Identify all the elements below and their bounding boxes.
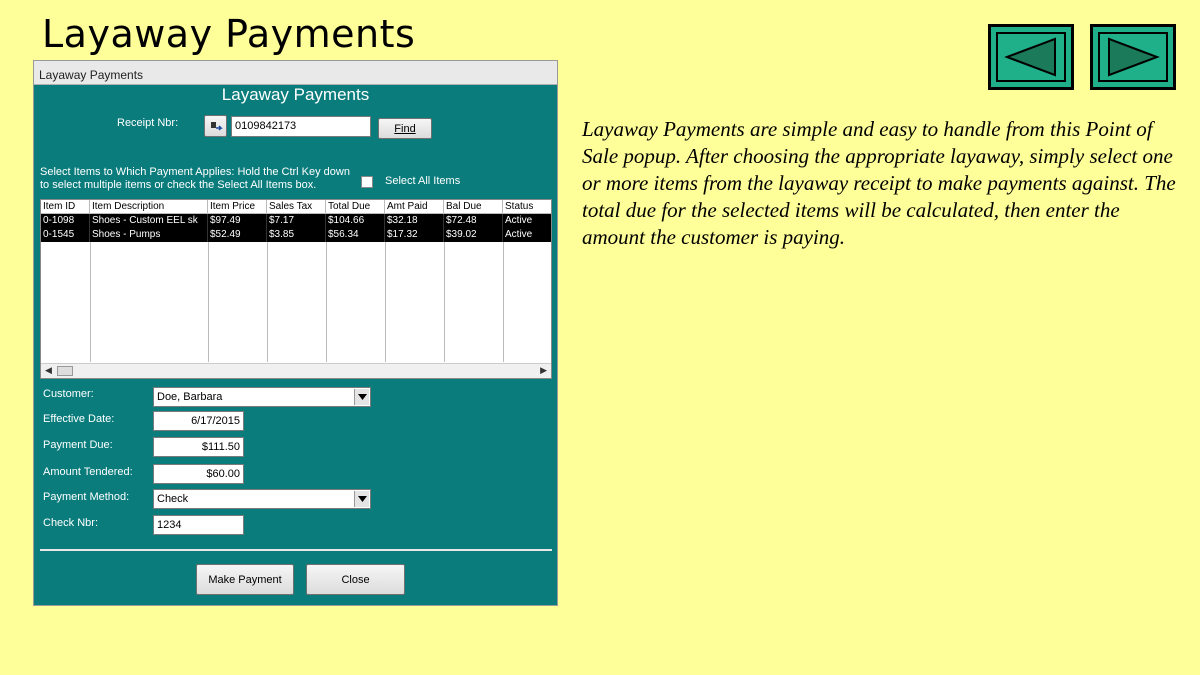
previous-slide-button[interactable] bbox=[988, 24, 1074, 90]
receipt-nbr-label: Receipt Nbr: bbox=[117, 117, 179, 129]
table-cell: $7.17 bbox=[267, 214, 326, 228]
table-cell: $17.32 bbox=[385, 228, 444, 242]
table-header bbox=[41, 200, 551, 214]
column-divider bbox=[326, 242, 327, 362]
customer-select[interactable] bbox=[153, 387, 371, 407]
chevron-down-icon[interactable] bbox=[354, 389, 369, 405]
table-row[interactable] bbox=[41, 214, 551, 228]
horizontal-scrollbar[interactable] bbox=[41, 363, 551, 378]
column-divider bbox=[503, 242, 504, 362]
customer-value: Doe, Barbara bbox=[157, 391, 223, 403]
payment-due-field: $111.50 bbox=[153, 437, 244, 457]
column-divider bbox=[385, 242, 386, 362]
slide-description: Layaway Payments are simple and easy to handle from this Point of Sale popup. After choosing the appropriate layaway, simply select one or more items from the layaway receipt to make payments against. The total due for the selected items will be calculated, then enter the amount the customer is paying. bbox=[582, 117, 1176, 249]
close-button[interactable]: Close bbox=[306, 564, 405, 595]
amount-tendered-input[interactable]: $60.00 bbox=[153, 464, 244, 484]
slide-title: Layaway Payments bbox=[42, 12, 416, 56]
table-cell: 0-1545 bbox=[41, 228, 90, 242]
table-cell: $104.66 bbox=[326, 214, 385, 228]
column-header[interactable]: Amt Paid bbox=[385, 200, 444, 213]
layaway-payments-dialog bbox=[33, 60, 558, 606]
table-cell: $52.49 bbox=[208, 228, 267, 242]
payment-method-value: Check bbox=[157, 493, 189, 505]
column-header[interactable]: Status bbox=[505, 201, 534, 212]
payment-due-label: Payment Due: bbox=[43, 439, 113, 451]
select-all-checkbox[interactable] bbox=[361, 176, 373, 188]
table-cell: $97.49 bbox=[208, 214, 267, 228]
triangle-right-icon bbox=[1098, 32, 1168, 82]
payment-method-label: Payment Method: bbox=[43, 491, 130, 503]
chevron-down-icon[interactable] bbox=[354, 491, 369, 507]
check-nbr-label: Check Nbr: bbox=[43, 517, 99, 529]
amount-tendered-label: Amount Tendered: bbox=[43, 466, 133, 478]
table-cell: $39.02 bbox=[444, 228, 503, 242]
column-divider bbox=[90, 242, 91, 362]
column-header[interactable]: Item Price bbox=[208, 200, 267, 213]
instructions-line-2: to select multiple items or check the Select All Items box. bbox=[40, 179, 317, 191]
table-cell: Active bbox=[505, 215, 533, 226]
table-cell: 0-1098 bbox=[41, 214, 90, 228]
triangle-left-icon bbox=[996, 32, 1066, 82]
divider bbox=[40, 549, 552, 551]
select-all-label: Select All Items bbox=[385, 175, 461, 187]
column-header[interactable]: Sales Tax bbox=[267, 200, 326, 213]
find-button[interactable]: Find bbox=[378, 118, 432, 139]
next-slide-button[interactable] bbox=[1090, 24, 1176, 90]
table-cell: Shoes - Custom EEL sk bbox=[90, 214, 208, 228]
table-cell: $72.48 bbox=[444, 214, 503, 228]
receipt-nbr-input[interactable]: 0109842173 bbox=[231, 116, 371, 137]
effective-date-label: Effective Date: bbox=[43, 413, 115, 425]
customer-label: Customer: bbox=[43, 388, 94, 400]
column-divider bbox=[267, 242, 268, 362]
table-cell: Shoes - Pumps bbox=[90, 228, 208, 242]
scroll-left-icon[interactable]: ◀ bbox=[45, 365, 52, 375]
column-header[interactable]: Item ID bbox=[41, 200, 90, 213]
lookup-icon bbox=[209, 119, 223, 133]
table-cell: $32.18 bbox=[385, 214, 444, 228]
table-row[interactable] bbox=[41, 228, 551, 242]
layaway-items-table bbox=[40, 199, 552, 379]
scroll-right-icon[interactable]: ▶ bbox=[540, 365, 547, 375]
scroll-thumb[interactable] bbox=[57, 366, 73, 376]
window-title: Layaway Payments bbox=[34, 61, 557, 85]
column-divider bbox=[208, 242, 209, 362]
receipt-lookup-button[interactable] bbox=[204, 115, 227, 137]
column-header[interactable]: Bal Due bbox=[444, 200, 503, 213]
effective-date-field[interactable]: 6/17/2015 bbox=[153, 411, 244, 431]
column-header[interactable]: Total Due bbox=[326, 200, 385, 213]
table-cell: $3.85 bbox=[267, 228, 326, 242]
payment-method-select[interactable] bbox=[153, 489, 371, 509]
column-header[interactable]: Item Description bbox=[90, 200, 208, 213]
dialog-heading: Layaway Payments bbox=[221, 85, 370, 104]
instructions-line-1: Select Items to Which Payment Applies: Hold the Ctrl Key down bbox=[40, 166, 350, 178]
table-cell: Active bbox=[505, 229, 533, 240]
column-divider bbox=[444, 242, 445, 362]
make-payment-button[interactable]: Make Payment bbox=[196, 564, 294, 595]
table-cell: $56.34 bbox=[326, 228, 385, 242]
check-nbr-input[interactable]: 1234 bbox=[153, 515, 244, 535]
